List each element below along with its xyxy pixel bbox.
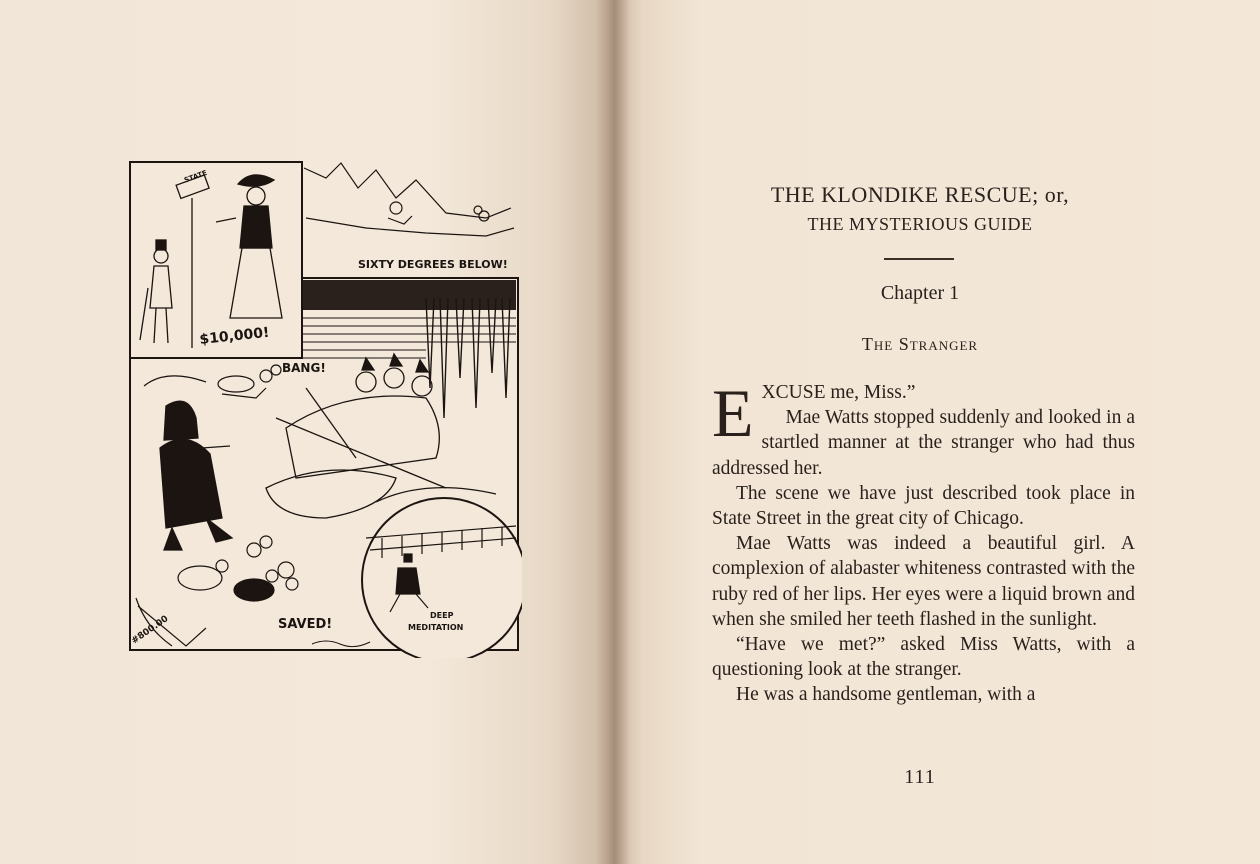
paragraph-6: He was a handsome gentleman, with a	[736, 684, 1036, 706]
sled-sign: #800.00	[129, 614, 171, 647]
meditation-vignette	[362, 498, 522, 658]
paragraph-2: Mae Watts stopped suddenly and looked in a startled manner at the stranger who had thus addressed her.	[712, 407, 1135, 479]
cartoon-illustration	[126, 158, 522, 658]
book-gutter	[596, 0, 630, 864]
book-title-line1: THE KLONDIKE RESCUE; or,	[770, 182, 1070, 207]
chapter-body	[712, 375, 1135, 708]
right-page	[610, 0, 1260, 864]
caption-money: $10,000!	[198, 324, 271, 348]
title-divider	[884, 258, 954, 260]
chapter-title: The Stranger	[861, 334, 979, 354]
caption-deep: DEEP	[430, 611, 454, 620]
sign-state: STATE	[183, 168, 209, 185]
paragraph-3: The scene we have just described took place in State Street in the great city of Chicago.	[712, 482, 1135, 530]
paragraph-5: “Have we met?” asked Miss Watts, with a questioning look at the stranger.	[712, 634, 1135, 681]
left-page	[0, 0, 610, 864]
paragraph-1-text: XCUSE me, Miss.”	[761, 382, 916, 403]
caption-sixty: SIXTY DEGREES BELOW!	[358, 258, 508, 271]
chapter-number: Chapter 1	[880, 282, 960, 304]
book-title-line2: THE MYSTERIOUS GUIDE	[807, 214, 1033, 234]
caption-meditation: MEDITATION	[408, 623, 464, 632]
paragraph-4: Mae Watts was indeed a beautiful girl. A complexion of alabaster whiteness contrasted with the ruby red of her lips. Her eyes were a liquid brown and when she smiled her teeth flashed in the sunlight.	[712, 533, 1135, 630]
caption-bang: BANG!	[282, 361, 326, 375]
caption-saved: SAVED!	[278, 617, 333, 632]
page-number: 111	[904, 766, 936, 788]
drop-cap: E	[712, 375, 754, 451]
snow-scene-top	[304, 163, 514, 236]
